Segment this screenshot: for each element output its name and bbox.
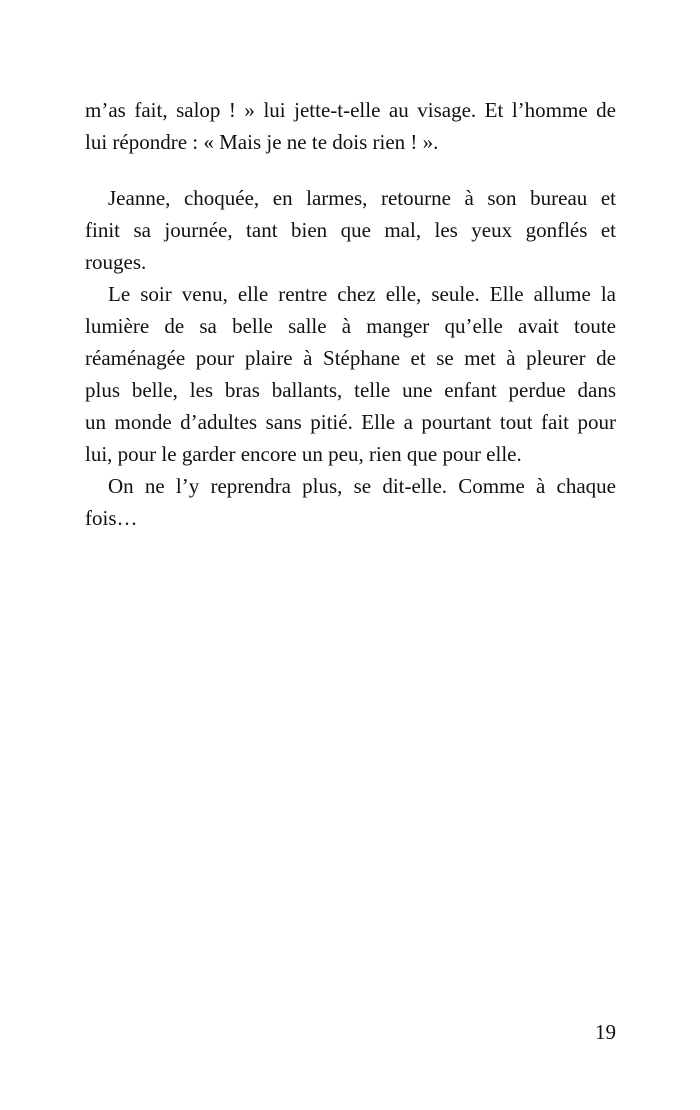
text-line: lumière de sa belle salle à manger qu’elle avait toute — [85, 314, 616, 338]
text-line: rouges. — [85, 250, 147, 274]
text-line: Jeanne, choquée, en larmes, retourne à son bureau et — [108, 186, 616, 210]
paragraph — [85, 278, 616, 470]
text-line: finit sa journée, tant bien que mal, les yeux gonflés et — [85, 218, 616, 242]
text-line: On ne l’y reprendra plus, se dit-elle. Comme à chaque — [108, 474, 616, 498]
text-line: réaménagée pour plaire à Stéphane et se met à pleurer de — [85, 346, 616, 370]
paragraph — [85, 470, 616, 534]
paragraph-gap — [85, 158, 616, 182]
text-line: fois… — [85, 506, 138, 530]
paragraph — [85, 182, 616, 278]
text-line: lui, pour le garder encore un peu, rien que pour elle. — [85, 442, 522, 466]
body-text — [85, 94, 616, 534]
text-line: Le soir venu, elle rentre chez elle, seule. Elle allume la — [108, 282, 616, 306]
text-line: plus belle, les bras ballants, telle une enfant perdue dans — [85, 378, 616, 402]
text-line: un monde d’adultes sans pitié. Elle a pourtant tout fait pour — [85, 410, 616, 434]
text-line: m’as fait, salop ! » lui jette-t-elle au visage. Et l’homme de — [85, 98, 616, 122]
paragraph — [85, 94, 616, 158]
page-number: 19 — [595, 1020, 616, 1044]
text-line: lui répondre : « Mais je ne te dois rien ! ». — [85, 130, 439, 154]
